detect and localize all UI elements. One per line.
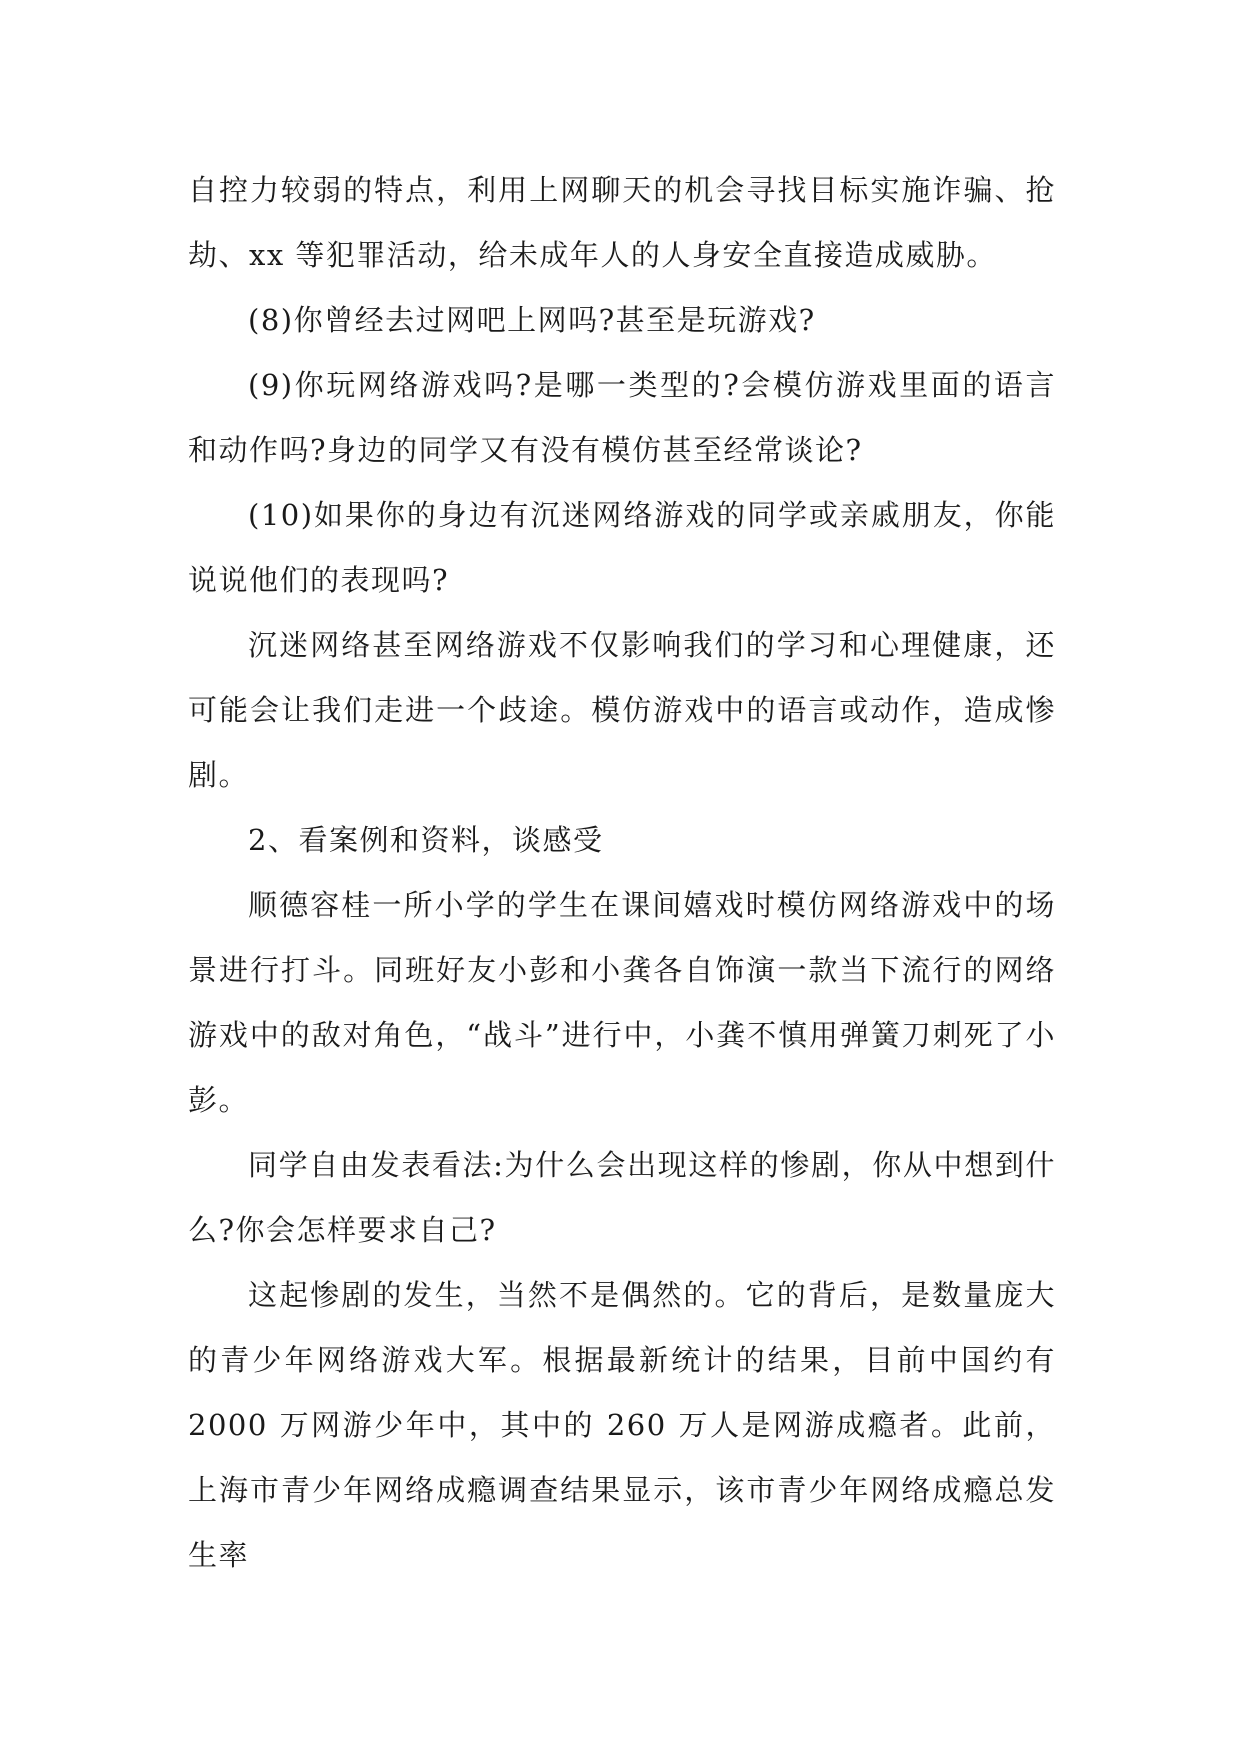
section-heading: 2、看案例和资料，谈感受 [248,823,604,857]
document-body [188,158,1056,1588]
paragraph-4: (10)如果你的身边有沉迷网络游戏的同学或亲戚朋友，你能说说他们的表现吗? [188,498,1056,597]
paragraph-2: (8)你曾经去过网吧上网吗?甚至是玩游戏? [248,303,816,337]
paragraph-8: 这起惨剧的发生，当然不是偶然的。它的背后，是数量庞大的青少年网络游戏大军。根据最新统计的结果，目前中国约有 2000 万网游少年中，其中的 260 万人是网游成瘾者。此前，上海市青少年网络成瘾调查结果显示，该市青少年网络成瘾总发生率 [188,1278,1056,1572]
paragraph-6: 顺德容桂一所小学的学生在课间嬉戏时模仿网络游戏中的场景进行打斗。同班好友小彭和小龚各自饰演一款当下流行的网络游戏中的敌对角色，“战斗”进行中，小龚不慎用弹簧刀刺死了小彭。 [188,888,1056,1117]
paragraph-7: 同学自由发表看法:为什么会出现这样的惨剧，你从中想到什么?你会怎样要求自己? [188,1148,1056,1247]
paragraph-1: 自控力较弱的特点，利用上网聊天的机会寻找目标实施诈骗、抢劫、xx 等犯罪活动，给未成年人的人身安全直接造成威胁。 [188,173,1056,272]
paragraph-3: (9)你玩网络游戏吗?是哪一类型的?会模仿游戏里面的语言和动作吗?身边的同学又有没有模仿甚至经常谈论? [188,368,1056,467]
paragraph-5: 沉迷网络甚至网络游戏不仅影响我们的学习和心理健康，还可能会让我们走进一个歧途。模仿游戏中的语言或动作，造成惨剧。 [188,628,1056,792]
